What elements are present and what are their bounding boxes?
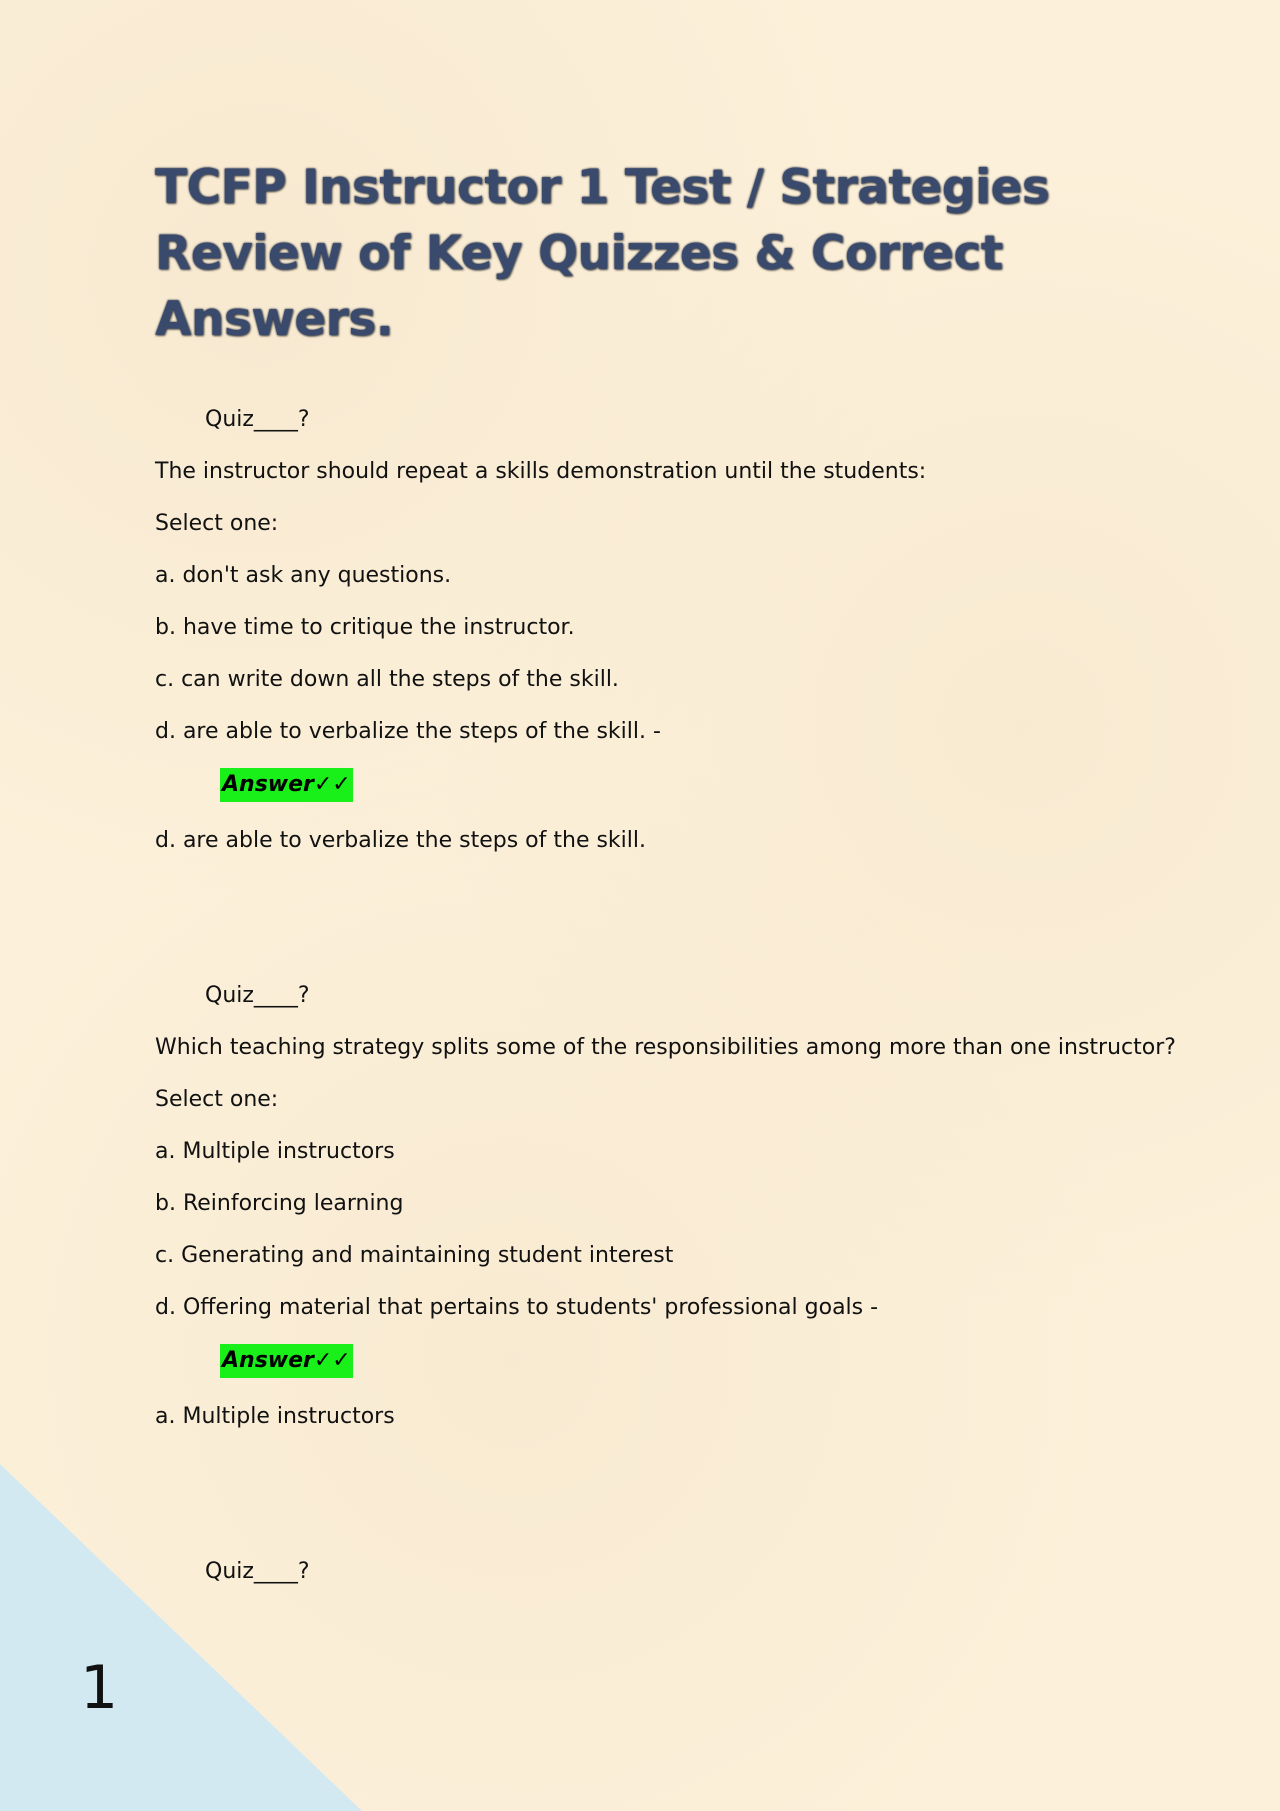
quiz-label: Quiz____? xyxy=(205,407,310,432)
corner-decoration xyxy=(0,1464,362,1811)
option-d: d. Offering material that pertains to students' professional goals - xyxy=(155,1295,879,1320)
answer-badge-row xyxy=(155,1334,1155,1391)
answer-badge: Answer✓✓ xyxy=(220,1344,353,1378)
select-prompt: Select one: xyxy=(155,511,279,536)
option-a: a. don't ask any questions. xyxy=(155,563,452,588)
select-prompt: Select one: xyxy=(155,1087,279,1112)
option-c: c. can write down all the steps of the skill. xyxy=(155,667,619,692)
answer-badge: Answer✓✓ xyxy=(220,768,353,802)
option-b: b. have time to critique the instructor. xyxy=(155,615,575,640)
quiz-question: The instructor should repeat a skills demonstration until the students: xyxy=(155,459,927,484)
quiz-label: Quiz____? xyxy=(205,1559,310,1584)
quiz-block xyxy=(155,394,1155,867)
quiz-label: Quiz____? xyxy=(205,983,310,1008)
quiz-question: Which teaching strategy splits some of the responsibilities among more than one instructor? xyxy=(155,1035,1176,1060)
option-c: c. Generating and maintaining student interest xyxy=(155,1243,674,1268)
option-a: a. Multiple instructors xyxy=(155,1139,395,1164)
option-b: b. Reinforcing learning xyxy=(155,1191,404,1216)
answer-badge-row xyxy=(155,758,1155,815)
document-title: TCFP Instructor 1 Test / Strategies Review of Key Quizzes & Correct Answers. xyxy=(155,160,1050,347)
correct-answer: a. Multiple instructors xyxy=(155,1404,395,1429)
correct-answer: d. are able to verbalize the steps of the skill. xyxy=(155,828,647,853)
quiz-block xyxy=(155,1546,1155,1598)
page-number: 1 xyxy=(80,1653,119,1723)
quiz-block xyxy=(155,970,1176,1443)
option-d: d. are able to verbalize the steps of the skill. - xyxy=(155,719,661,744)
